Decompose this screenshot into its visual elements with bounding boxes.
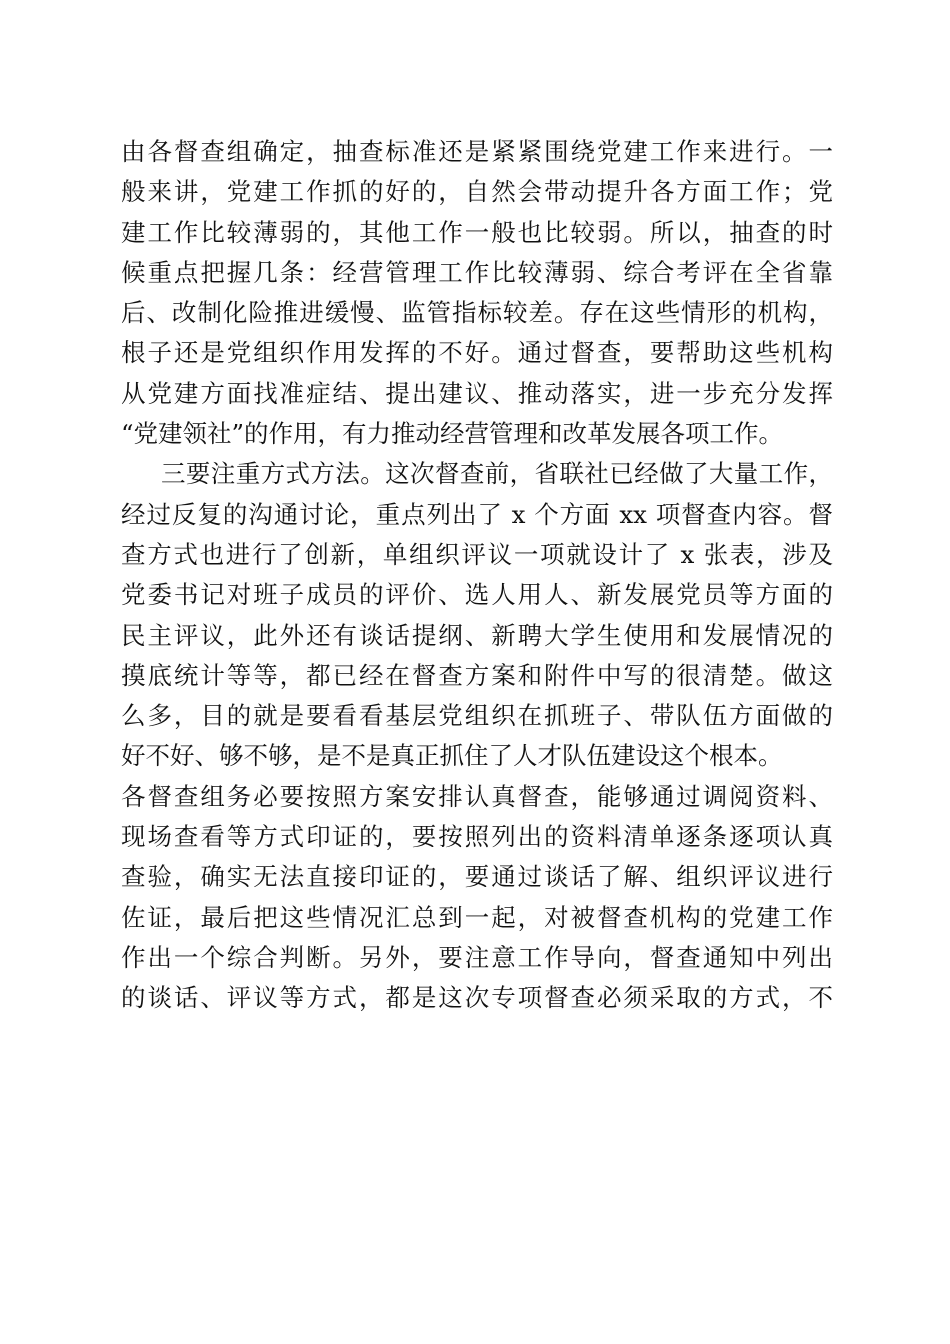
- text-line: 的谈话、评议等方式，都是这次专项督查必须采取的方式，不: [121, 983, 833, 1013]
- text-line: “党建领社”的作用，有力推动经营管理和改革发展各项工作。: [121, 419, 784, 449]
- text-line: 民主评议，此外还有谈话提纲、新聘大学生使用和发展情况的: [121, 620, 833, 650]
- text-line: 从党建方面找准症结、提出建议、推动落实，进一步充分发挥: [121, 378, 833, 408]
- text-line: 般来讲，党建工作抓的好的，自然会带动提升各方面工作；党: [121, 177, 833, 207]
- text-line: 佐证，最后把这些情况汇总到一起，对被督查机构的党建工作: [121, 902, 833, 932]
- text-line: 候重点把握几条：经营管理工作比较薄弱、综合考评在全省靠: [121, 257, 833, 287]
- text-line: 党委书记对班子成员的评价、选人用人、新发展党员等方面的: [121, 580, 833, 610]
- text-line: 后、改制化险推进缓慢、监管指标较差。存在这些情形的机构，: [121, 298, 833, 328]
- text-line: 经过反复的沟通讨论，重点列出了 x 个方面 xx 项督查内容。督: [121, 499, 833, 529]
- text-line: 么多，目的就是要看看基层党组织在抓班子、带队伍方面做的: [121, 701, 833, 731]
- text-line: 各督查组务必要按照方案安排认真督查，能够通过调阅资料、: [121, 781, 833, 811]
- text-line: 根子还是党组织作用发挥的不好。通过督查，要帮助这些机构: [121, 338, 833, 368]
- text-line: 建工作比较薄弱的，其他工作一般也比较弱。所以，抽查的时: [121, 217, 833, 247]
- body-text: [121, 132, 833, 1019]
- paragraph-start-line: 三要注重方式方法。这次督查前，省联社已经做了大量工作，: [161, 459, 833, 489]
- text-line: 作出一个综合判断。另外，要注意工作导向，督查通知中列出: [121, 942, 833, 972]
- text-line: 好不好、够不够，是不是真正抓住了人才队伍建设这个根本。: [121, 741, 783, 771]
- text-line: 现场查看等方式印证的，要按照列出的资料清单逐条逐项认真: [121, 822, 833, 852]
- text-line: 由各督查组确定，抽查标准还是紧紧围绕党建工作来进行。一: [121, 137, 833, 166]
- text-line: 摸底统计等等，都已经在督查方案和附件中写的很清楚。做这: [121, 660, 833, 690]
- text-line: 查验，确实无法直接印证的，要通过谈话了解、组织评议进行: [121, 862, 833, 892]
- text-line: 查方式也进行了创新，单组织评议一项就设计了 x 张表，涉及: [121, 539, 833, 569]
